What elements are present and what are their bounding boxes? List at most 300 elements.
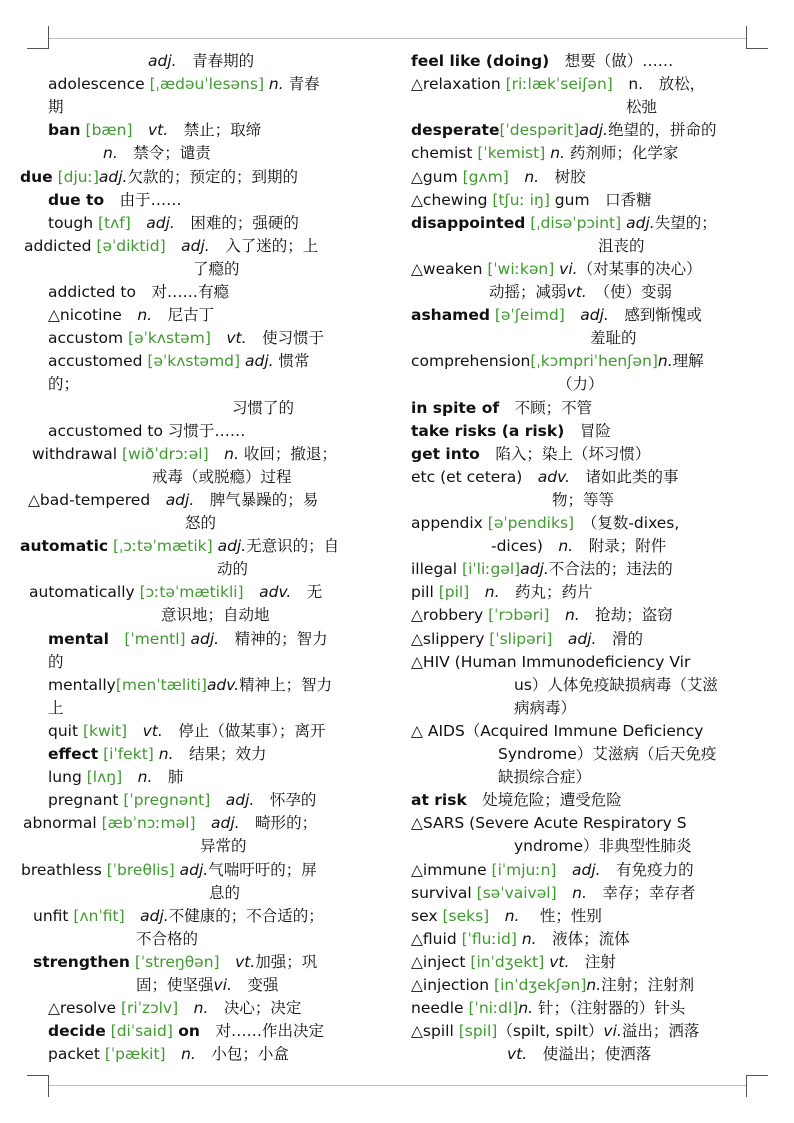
definition-text: 有免疫力的: [600, 860, 694, 879]
entry-line: [29, 582, 322, 602]
definition-text: △ AIDS（Acquired Immune Deficiency: [411, 721, 704, 740]
entry-line: [200, 836, 247, 856]
entry-line: [136, 975, 278, 995]
part-of-speech: adj.: [165, 236, 210, 255]
definition-text: accustomed to 习惯于……: [48, 421, 246, 440]
definition-text: 处境危险；遭受危险: [466, 791, 622, 810]
definition-text: （使）变弱: [586, 283, 672, 301]
entry-line: [411, 398, 592, 418]
definition-text: 附录；附件: [573, 537, 667, 556]
definition-text: abnormal: [23, 814, 97, 833]
definition-text: 精神的；智力: [219, 629, 328, 648]
definition-text: gum 口香糖: [549, 190, 652, 209]
definition-text: 失望的；: [654, 213, 717, 232]
entry-line: [552, 490, 614, 510]
definition-text: 理解: [672, 352, 704, 371]
crop-mark-top-left: [27, 48, 49, 49]
definition-text: △relaxation: [411, 75, 501, 94]
definition-text: 的: [48, 652, 64, 671]
part-of-speech: n.: [264, 75, 284, 94]
part-of-speech: adj.: [556, 860, 601, 879]
entry-line: [411, 790, 622, 810]
phonetic: [inˈdʒekt]: [465, 952, 545, 971]
entry-line: [48, 629, 328, 649]
definition-text: us）人体免疫缺损病毒（艾滋: [514, 675, 718, 694]
definition-text: 无意识的；自: [246, 537, 340, 556]
part-of-speech: adv.: [522, 467, 570, 486]
headword: effect: [48, 745, 99, 763]
headword: ashamed: [411, 306, 490, 325]
definition-text: 不合法的；违法的: [548, 560, 673, 579]
definition-text: 固；使坚强: [136, 976, 214, 994]
phonetic: [tʌf]: [93, 213, 131, 232]
phonetic: [iˈmjuːn]: [486, 860, 557, 879]
definition-text: 药丸；药片: [499, 583, 593, 602]
phonetic: [diˈsaid]: [105, 1022, 173, 1041]
entry-line: [48, 282, 229, 302]
definition-text: 针；（注射器的）针头: [533, 999, 686, 1018]
crop-mark-bottom-right: [746, 1075, 747, 1097]
definition-text: △weaken: [411, 259, 483, 278]
definition-text: △resolve: [48, 999, 117, 1018]
part-of-speech: vt.: [210, 329, 247, 348]
entry-line: [411, 582, 593, 602]
definition-text: 不健康的；不合适的；: [168, 906, 324, 925]
definition-text: 气喘吁吁的；屏: [208, 860, 317, 879]
phonetic: [ˌdisəˈpɔint]: [525, 213, 622, 232]
crop-mark-top-right: [746, 48, 768, 49]
definition-text: 肺: [152, 768, 184, 787]
definition-text: pill: [411, 583, 434, 602]
part-of-speech: adj.: [150, 490, 195, 509]
entry-line: [411, 421, 611, 441]
definition-text: 意识地；自动地: [161, 606, 270, 625]
definition-text: quit: [48, 721, 79, 740]
definition-text: mentally: [48, 675, 116, 694]
entry-line: [411, 605, 673, 625]
definition-text: chemist: [411, 144, 473, 163]
phonetic: [əˈkʌstəmd]: [147, 352, 241, 371]
entry-line: [48, 190, 182, 210]
part-of-speech: vt.: [544, 952, 570, 971]
definition-text: packet: [48, 1045, 100, 1064]
phonetic: [ˈfluːid]: [456, 929, 517, 948]
entry-line: [411, 975, 694, 995]
entry-line: [514, 675, 718, 695]
entry-line: [48, 675, 332, 695]
part-of-speech: n.: [508, 167, 540, 186]
entry-line: [411, 906, 602, 926]
definition-text: △bad-tempered: [28, 490, 151, 509]
definition-text: 沮丧的: [598, 236, 645, 255]
definition-text: △chewing: [411, 190, 488, 209]
headword: on: [172, 1022, 200, 1041]
definition-text: 使习惯于: [246, 329, 325, 348]
headword: due to: [48, 190, 105, 209]
entry-line: [232, 398, 294, 418]
entry-line: [48, 1044, 289, 1064]
definition-text: 松弛: [626, 98, 658, 117]
entry-line: [514, 836, 692, 856]
definition-text: 加强；巩: [255, 952, 318, 971]
definition-text: sex: [411, 906, 438, 925]
entry-line: [209, 883, 240, 903]
phonetic: [iˈliːgəl]: [457, 560, 521, 579]
definition-text: 小包；小盒: [195, 1045, 289, 1064]
entry-line: [48, 744, 267, 764]
entry-line: [33, 906, 324, 926]
phonetic: [pil]: [433, 583, 470, 602]
definition-text: △robbery: [411, 606, 484, 625]
entry-line: [217, 559, 248, 579]
part-of-speech: n.: [586, 976, 602, 994]
part-of-speech: n.: [489, 906, 520, 925]
part-of-speech: n.: [208, 444, 239, 463]
definition-text: 想要（做）……: [549, 52, 674, 70]
definition-text: 期: [48, 98, 64, 117]
headword: desperate: [411, 121, 500, 140]
part-of-speech: adj.: [174, 860, 209, 879]
part-of-speech: n.: [549, 606, 580, 625]
definition-text: △HIV (Human Immunodeficiency Vir: [411, 652, 691, 671]
definition-text: （复数-dixes,: [574, 514, 680, 532]
crop-mark-bottom-left: [48, 1075, 49, 1097]
footer-rule: [48, 1085, 746, 1086]
part-of-speech: adj.: [185, 629, 220, 648]
entry-line: [411, 998, 685, 1018]
entry-line: [411, 143, 678, 163]
definition-text: 上: [48, 698, 64, 717]
headword: mental: [48, 629, 109, 648]
entry-line: [626, 97, 657, 117]
phonetic: [iˈfekt]: [98, 745, 154, 763]
part-of-speech: adj.: [210, 791, 255, 810]
part-of-speech: adj.: [564, 306, 609, 325]
entry-line: [411, 74, 705, 94]
entry-line: [161, 605, 270, 625]
entry-line: [48, 652, 64, 672]
definition-text: 树胶: [539, 167, 586, 186]
definition-text: tough: [48, 213, 94, 232]
entry-line: [411, 351, 704, 371]
part-of-speech: n.: [556, 883, 587, 902]
entry-line: [557, 374, 604, 394]
phonetic: [ˈkemist]: [472, 144, 546, 163]
part-of-speech: n.: [542, 537, 574, 556]
header-rule: [48, 38, 746, 39]
part-of-speech: n.: [165, 1045, 196, 1064]
headword: take risks (a risk): [411, 421, 565, 440]
definition-text: 停止（做某事）；离开: [162, 721, 326, 740]
entry-line: [411, 120, 717, 140]
crop-mark-top-right: [746, 26, 747, 48]
part-of-speech: n.: [545, 144, 565, 163]
headword: disappointed: [411, 213, 526, 232]
definition-text: 收回；撤退；: [238, 444, 337, 463]
phonetic: [ˌɔːtəˈmætik]: [108, 537, 213, 556]
part-of-speech: n.: [122, 768, 153, 787]
definition-text: n. 放松，: [612, 75, 706, 94]
entry-line: [148, 51, 254, 71]
part-of-speech: n.: [516, 929, 537, 948]
definition-text: 精神上；智力: [239, 675, 333, 694]
entry-line: [48, 790, 316, 810]
entry-line: [48, 998, 301, 1018]
part-of-speech: adv.: [243, 583, 292, 602]
definition-text: 怀孕的: [254, 791, 317, 810]
part-of-speech: n.: [469, 583, 500, 602]
entry-line: [48, 767, 183, 787]
headword: decide: [48, 1022, 106, 1041]
part-of-speech: vt.: [219, 952, 256, 971]
phonetic: [ɔːtəˈmætikli]: [139, 583, 244, 602]
part-of-speech: adj.: [124, 906, 169, 925]
definition-text: survival: [411, 883, 472, 902]
definition-text: 畸形的；: [239, 814, 318, 833]
definition-text: withdrawal: [32, 444, 118, 463]
phonetic: [ˈniːdl]: [463, 999, 519, 1018]
definition-text: △inject: [411, 952, 466, 971]
entry-line: [598, 236, 645, 256]
part-of-speech: vi.: [554, 259, 578, 278]
entry-line: [20, 167, 298, 187]
entry-line: [498, 767, 591, 787]
definition-text: 由于……: [104, 190, 182, 209]
definition-text: △spill: [411, 1022, 454, 1041]
entry-line: [411, 559, 673, 579]
entry-line: [411, 860, 694, 880]
definition-text: 注射；注射剂: [601, 976, 695, 994]
definition-text: 对……作出决定: [199, 1022, 324, 1041]
entry-line: [411, 721, 703, 741]
definition-text: 液体；流体: [536, 929, 630, 948]
entry-line: [411, 444, 650, 464]
definition-text: （spilt, spilt）: [497, 1022, 604, 1041]
definition-text: 溢出；洒落: [621, 1022, 700, 1041]
definition-text: △SARS (Severe Acute Respiratory S: [411, 814, 687, 833]
definition-text: 惯常: [273, 352, 310, 371]
definition-text: accustomed: [48, 352, 148, 371]
entry-line: [411, 513, 679, 533]
phonetic: [kwit]: [78, 721, 128, 740]
entry-line: [411, 167, 586, 187]
definition-text: Syndrome）艾滋病（后天免疫: [498, 745, 717, 763]
definition-text: 对……有瘾: [135, 283, 229, 301]
entry-line: [20, 536, 339, 556]
phonetic: [ˈstreŋθən]: [129, 952, 220, 971]
phonetic: [əˈdiktid]: [96, 236, 166, 255]
entry-line: [185, 513, 216, 533]
entry-line: [411, 1021, 699, 1041]
headword: ban: [48, 121, 81, 140]
entry-line: [48, 213, 299, 233]
definition-text: 病病毒）: [514, 698, 577, 717]
entry-line: [411, 952, 616, 972]
phonetic: [əˈpendiks]: [482, 514, 575, 532]
definition-text: 变强: [231, 976, 279, 994]
phonetic: [ˌædəuˈlesəns]: [149, 75, 264, 94]
entry-line: [411, 629, 643, 649]
phonetic: [ˈpregnənt]: [118, 791, 211, 810]
entry-line: [411, 259, 702, 279]
headword: at risk: [411, 791, 467, 810]
definition-text: 药剂师；化学家: [564, 144, 679, 163]
phonetic: [riˈzɔlv]: [116, 999, 179, 1018]
crop-mark-top-left: [48, 26, 49, 48]
phonetic: [menˈtæliti]: [115, 675, 207, 694]
definition-text: 尼古丁: [152, 306, 215, 325]
definition-text: 习惯了的: [232, 398, 295, 417]
definition-text: 动摇；减弱: [489, 283, 567, 301]
definition-text: adolescence: [48, 75, 150, 94]
definition-text: -dices): [491, 537, 543, 556]
entry-line: [48, 698, 64, 718]
definition-text: （力）: [557, 375, 604, 394]
definition-text: 动的: [217, 560, 249, 579]
phonetic: [səˈvaivəl]: [471, 883, 557, 902]
entry-line: [48, 328, 324, 348]
definition-text: accustom: [48, 329, 124, 348]
definition-text: 冒险: [564, 421, 611, 440]
definition-text: 青春期的: [176, 52, 255, 70]
definition-text: addicted to: [48, 283, 136, 301]
entry-line: [411, 190, 652, 210]
definition-text: 性；性别: [519, 906, 602, 925]
definition-text: 无: [291, 583, 323, 602]
definition-text: 决心；决定: [208, 999, 302, 1018]
entry-line: [411, 929, 630, 949]
phonetic: [wiðˈdrɔːəl]: [117, 444, 209, 463]
phonetic: [spil]: [453, 1022, 498, 1041]
part-of-speech: adj.: [98, 167, 128, 186]
entry-line: [489, 282, 672, 302]
entry-line: [48, 421, 245, 441]
definition-text: 抢劫；盗窃: [579, 606, 673, 625]
part-of-speech: adj.: [212, 537, 247, 556]
definition-text: 陷入；染上（坏习惯）: [479, 444, 651, 463]
crop-mark-bottom-right: [746, 1075, 768, 1076]
entry-line: [514, 698, 576, 718]
phonetic: [ˈpækit]: [99, 1045, 166, 1064]
phonetic: [ˈdespərit]: [499, 121, 580, 140]
phonetic: [ˈbreθlis]: [101, 860, 175, 879]
entry-line: [32, 444, 337, 464]
phonetic: [ˈmentl]: [108, 629, 186, 648]
entry-line: [48, 1021, 324, 1041]
definition-text: 脾气暴躁的；易: [194, 490, 319, 509]
entry-line: [21, 860, 317, 880]
phonetic: [əˈkʌstəm]: [123, 329, 211, 348]
part-of-speech: adj.: [148, 52, 177, 70]
headword: feel like (doing): [411, 52, 550, 70]
entry-line: [23, 813, 317, 833]
definition-text: etc (et cetera): [411, 467, 523, 486]
headword: in spite of: [411, 398, 500, 417]
definition-text: 物；等等: [552, 490, 615, 509]
definition-text: 诸如此类的事: [569, 467, 679, 486]
phonetic: [ˌkɔmpriˈhenʃən]: [530, 352, 658, 371]
headword: strengthen: [33, 952, 130, 971]
definition-text: 欠款的；预定的；到期的: [127, 167, 298, 186]
entry-line: [48, 721, 326, 741]
part-of-speech: n.: [121, 306, 153, 325]
phonetic: [æbˈnɔːməl]: [96, 814, 196, 833]
definition-text: 不顾；不管: [499, 398, 593, 417]
headword: get into: [411, 444, 480, 463]
definition-text: unfit: [33, 906, 69, 925]
entry-line: [411, 213, 717, 233]
entry-line: [28, 490, 318, 510]
definition-text: 使溢出；使洒落: [527, 1045, 652, 1064]
definition-text: 滑的: [596, 629, 643, 648]
definition-text: addicted: [24, 236, 97, 255]
entry-line: [193, 259, 240, 279]
part-of-speech: vi.: [603, 1022, 622, 1041]
definition-text: 绝望的，拼命的: [607, 121, 717, 140]
part-of-speech: vt.: [132, 121, 169, 140]
phonetic: [ʌnˈfit]: [68, 906, 125, 925]
phonetic: [tʃuː iŋ]: [487, 190, 550, 209]
entry-line: [411, 652, 690, 672]
definition-text: 不合格的: [136, 929, 199, 948]
entry-line: [48, 305, 214, 325]
entry-line: [24, 236, 318, 256]
part-of-speech: adj.: [579, 121, 608, 140]
phonetic: [inˈdʒekʃən]: [489, 976, 587, 994]
part-of-speech: vt.: [127, 721, 163, 740]
phonetic: [ˈrɔbəri]: [483, 606, 550, 625]
part-of-speech: n.: [657, 352, 673, 371]
entry-line: [48, 351, 310, 371]
definition-text: △gum: [411, 167, 458, 186]
part-of-speech: vt.: [566, 283, 587, 301]
entry-line: [136, 929, 198, 949]
part-of-speech: n.: [103, 144, 118, 163]
entry-line: [411, 51, 673, 71]
phonetic: [ˈwiːkən]: [482, 259, 555, 278]
crop-mark-bottom-left: [27, 1075, 49, 1076]
definition-text: 的；: [48, 375, 80, 394]
phonetic: [gʌm]: [457, 167, 509, 186]
part-of-speech: adj.: [240, 352, 274, 371]
definition-text: breathless: [21, 860, 102, 879]
headword: automatic: [20, 537, 109, 556]
phonetic: [seks]: [437, 906, 490, 925]
phonetic: [riːlækˈseiʃən]: [500, 75, 613, 94]
definition-text: 怒的: [185, 514, 217, 532]
definition-text: appendix: [411, 514, 483, 532]
part-of-speech: adj.: [621, 213, 655, 232]
entry-line: [411, 813, 687, 833]
part-of-speech: n.: [153, 745, 174, 763]
part-of-speech: adj.: [552, 629, 597, 648]
definition-text: 羞耻的: [590, 329, 637, 348]
part-of-speech: adj.: [130, 213, 175, 232]
entry-line: [48, 97, 64, 117]
definition-text: 感到惭愧或: [608, 306, 702, 325]
phonetic: [ˈslipəri]: [484, 629, 553, 648]
part-of-speech: adv.: [206, 675, 240, 694]
entry-line: [498, 744, 716, 764]
entry-line: [152, 467, 292, 487]
definition-text: illegal: [411, 560, 458, 579]
definition-text: comprehension: [411, 352, 531, 371]
definition-text: 缺损综合症）: [498, 768, 592, 787]
definition-text: 异常的: [200, 837, 247, 856]
entry-line: [411, 883, 695, 903]
definition-text: △injection: [411, 976, 490, 994]
entry-line: [48, 120, 261, 140]
